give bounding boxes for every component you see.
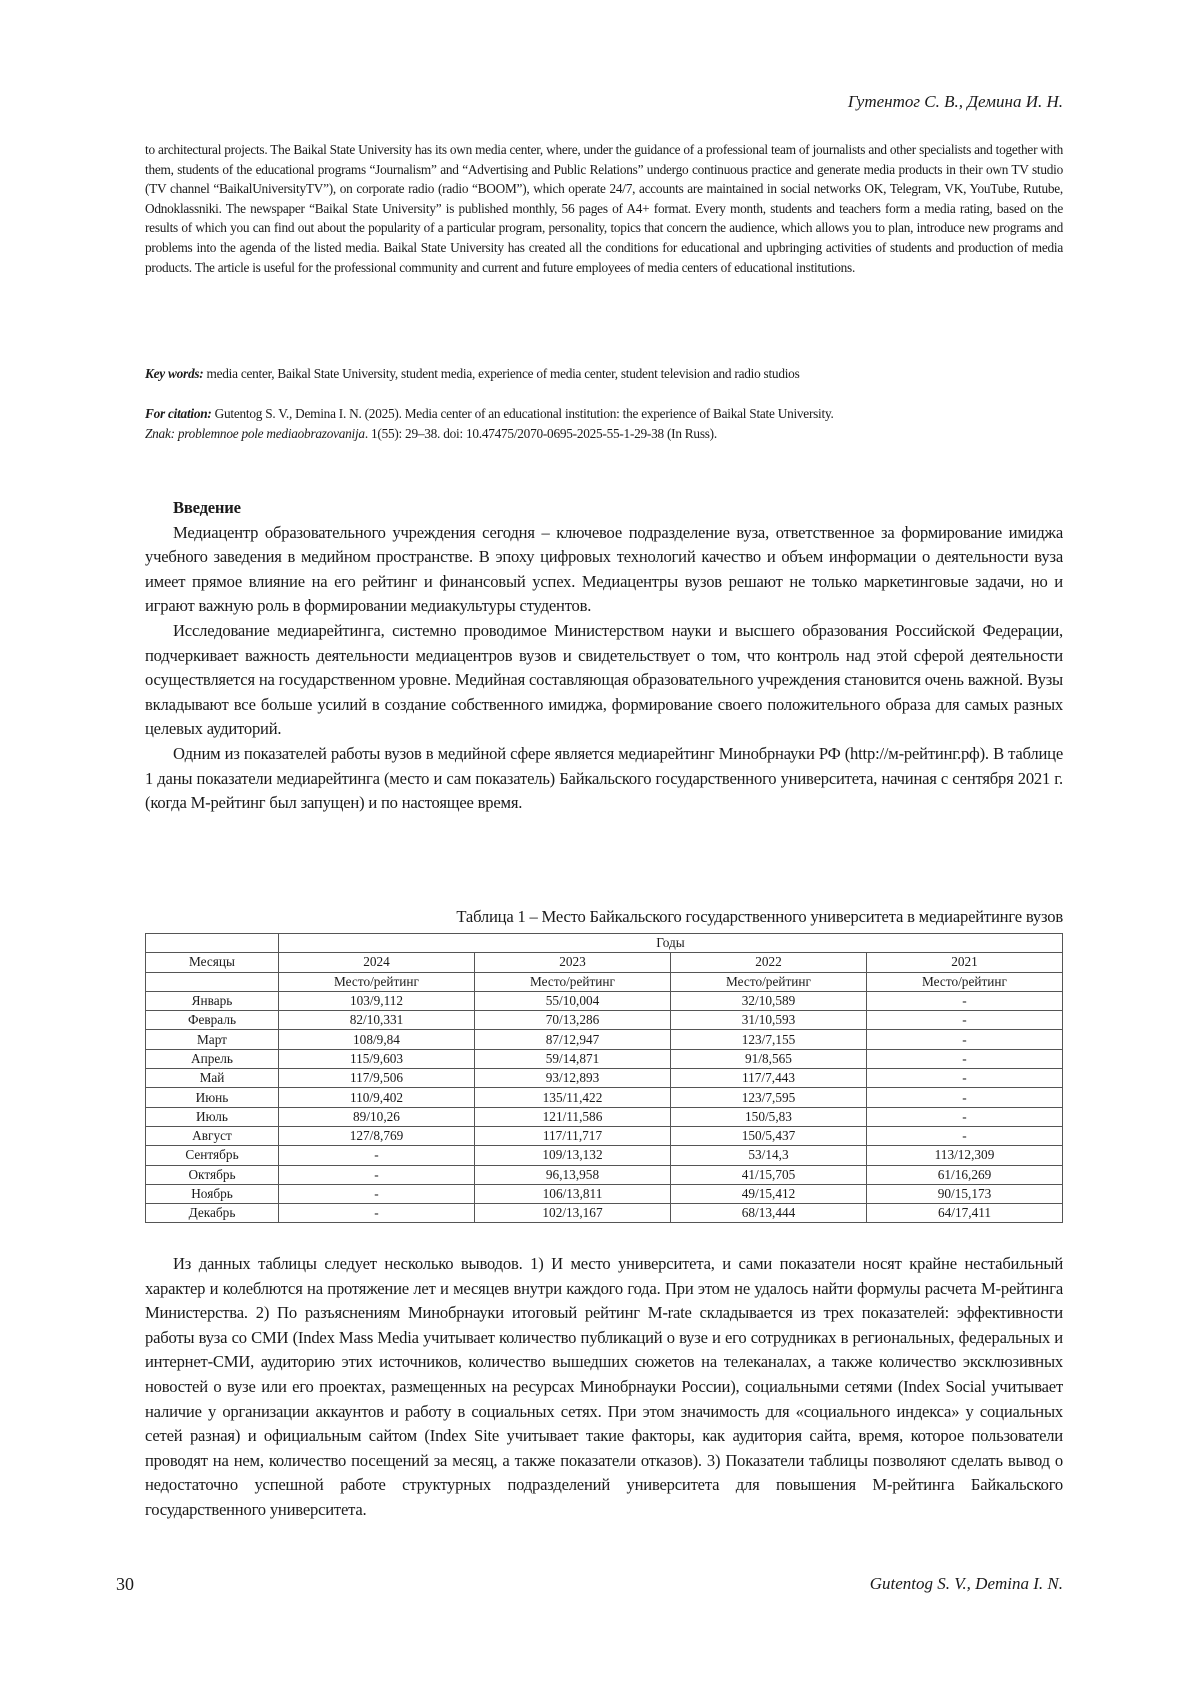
rating-cell: 121/11,586 bbox=[475, 1107, 671, 1126]
rating-cell: 110/9,402 bbox=[279, 1088, 475, 1107]
rating-cell: - bbox=[867, 1126, 1063, 1145]
table-row bbox=[146, 1126, 1063, 1145]
rating-cell: 150/5,83 bbox=[671, 1107, 867, 1126]
table-caption: Таблица 1 – Место Байкальского государственного университета в медиарейтинге вузов bbox=[456, 907, 1063, 926]
header-empty-cell bbox=[146, 934, 279, 953]
table-row bbox=[146, 1030, 1063, 1049]
rating-table bbox=[145, 933, 1063, 1223]
table-row bbox=[146, 1088, 1063, 1107]
month-cell: Август bbox=[146, 1126, 279, 1145]
rating-cell: - bbox=[867, 1107, 1063, 1126]
rating-cell: 87/12,947 bbox=[475, 1030, 671, 1049]
rating-cell: 117/9,506 bbox=[279, 1069, 475, 1088]
table-row bbox=[146, 1184, 1063, 1203]
conclusion-paragraph: Из данных таблицы следует несколько выводов. 1) И место университета, и сами показатели носят крайне нестабильный характер и колеблются на протяжение лет и месяцев внутри каждого года. При этом не удалось найти формулы расчета М-рейтинга Министерства. 2) По разъяснениям Минобрнауки итоговый рейтинг M-rate складывается из трех показателей: эффективности работы вуза со СМИ (Index Mass Media учитывает количество публикаций о вузе и его сотрудниках в региональных, федеральных и интернет-СМИ, аудиторию этих источников, количество вышедших сюжетов на телеканалах, а также количество эксклюзивных новостей о вузе или его проектах, размещенных на ресурсах Минобрнауки России), социальными сетями (Index Social учитывает наличие у организации аккаунтов и работу в социальных сетях. При этом значимость для «социального индекса» у социальных сетей разная) и официальным сайтом (Index Site учитывает такие факторы, как аудитория сайта, время, которое пользователи проводят на нем, количество посещений за месяц, а также показатели отказов). 3) Показатели таблицы позволяют сделать вывод о недостаточно успешной работе структурных подразделений университета для повышения М-рейтинга Байкальского государственного университета. bbox=[145, 1254, 1063, 1519]
rating-cell: 123/7,595 bbox=[671, 1088, 867, 1107]
running-head-authors: Гутентог С. В., Демина И. Н. bbox=[847, 92, 1063, 111]
keywords-label: Key words: bbox=[145, 366, 204, 381]
rating-cell: - bbox=[867, 991, 1063, 1010]
rating-cell: 82/10,331 bbox=[279, 1011, 475, 1030]
month-cell: Октябрь bbox=[146, 1165, 279, 1184]
header-years: Годы bbox=[279, 934, 1063, 953]
rating-cell: - bbox=[279, 1165, 475, 1184]
conclusion-section bbox=[145, 1252, 1063, 1523]
month-cell: Апрель bbox=[146, 1049, 279, 1068]
rating-cell: 103/9,112 bbox=[279, 991, 475, 1010]
table-row bbox=[146, 1049, 1063, 1068]
table-row bbox=[146, 1107, 1063, 1126]
table-header-row bbox=[146, 972, 1063, 991]
table-row bbox=[146, 1011, 1063, 1030]
month-cell: Сентябрь bbox=[146, 1146, 279, 1165]
month-cell: Январь bbox=[146, 991, 279, 1010]
table-row bbox=[146, 1146, 1063, 1165]
rating-cell: 61/16,269 bbox=[867, 1165, 1063, 1184]
rating-cell: 53/14,3 bbox=[671, 1146, 867, 1165]
page-number: 30 bbox=[116, 1574, 134, 1594]
table-body bbox=[146, 991, 1063, 1223]
rating-cell: - bbox=[867, 1069, 1063, 1088]
rating-cell: 59/14,871 bbox=[475, 1049, 671, 1068]
rating-cell: 93/12,893 bbox=[475, 1069, 671, 1088]
abstract-text: to architectural projects. The Baikal State University has its own media center, where, under the guidance of a professional team of journalists and other specialists and together with them, students of the educational programs “Journalism” and “Advertising and Public Relations” undergo continuous practice and generate media products in their own TV studio (TV channel “BaikalUniversityTV”), on corporate radio (radio “BOOM”), which operate 24/7, accounts are maintained in social networks OK, Telegram, VK, YouTube, Rutube, Odnoklassniki. The newspaper “Baikal State University” is published monthly, 56 pages of A4+ format. Every month, students and teachers form a media rating, based on the results of which you can find out about the popularity of a particular program, personality, topics that concern the audience, which allows you to plan, introduce new programs and problems into the agenda of the listed media. Baikal State University has created all the conditions for educational and upbringing activities of students and production of media products. The article is useful for the professional community and current and future employees of media centers of educational institutions. bbox=[145, 142, 1063, 275]
rating-cell: 150/5,437 bbox=[671, 1126, 867, 1145]
rating-cell: 123/7,155 bbox=[671, 1030, 867, 1049]
intro-paragraph: Одним из показателей работы вузов в медийной сфере является медиарейтинг Минобрнауки РФ (http://м-рейтинг.рф). В таблице 1 даны показатели медиарейтинга (место и сам показатель) Байкальского государственного университета, начиная с сентября 2021 г. (когда М-рейтинг был запущен) и по настоящее время. bbox=[145, 743, 1063, 813]
intro-paragraph: Исследование медиарейтинга, системно проводимое Министерством науки и высшего образования Российской Федерации, подчеркивает важность деятельности медиацентров вузов и свидетельствует о том, что контроль над этой сферой деятельности осуществляется на государственном уровне. Медийная составляющая образовательного учреждения становится очень важной. Вузы вкладывают все больше усилий в создание собственного имиджа, формирование своего положительного образа для самых разных целевых аудиторий. bbox=[145, 620, 1063, 739]
citation-details: . 1(55): 29–38. doi: 10.47475/2070-0695-2025-55-1-29-38 (In Russ). bbox=[364, 425, 717, 441]
month-cell: Ноябрь bbox=[146, 1184, 279, 1203]
rating-cell: 106/13,811 bbox=[475, 1184, 671, 1203]
rating-cell: 108/9,84 bbox=[279, 1030, 475, 1049]
table-header-row bbox=[146, 934, 1063, 953]
rating-cell: - bbox=[867, 1030, 1063, 1049]
table-row bbox=[146, 1204, 1063, 1223]
rating-cell: 49/15,412 bbox=[671, 1184, 867, 1203]
rating-cell: - bbox=[867, 1049, 1063, 1068]
rating-cell: 55/10,004 bbox=[475, 991, 671, 1010]
rating-cell: - bbox=[279, 1204, 475, 1223]
citation bbox=[145, 404, 1063, 443]
header-year: 2024 bbox=[279, 953, 475, 972]
month-cell: Декабрь bbox=[146, 1204, 279, 1223]
keywords-text: media center, Baikal State University, student media, experience of media center, student television and radio studios bbox=[203, 366, 800, 381]
rating-cell: 113/12,309 bbox=[867, 1146, 1063, 1165]
rating-cell: - bbox=[867, 1011, 1063, 1030]
header-year: 2023 bbox=[475, 953, 671, 972]
rating-cell: 115/9,603 bbox=[279, 1049, 475, 1068]
rating-cell: 91/8,565 bbox=[671, 1049, 867, 1068]
rating-cell: - bbox=[279, 1146, 475, 1165]
table-header-row bbox=[146, 953, 1063, 972]
rating-cell: 68/13,444 bbox=[671, 1204, 867, 1223]
month-cell: Май bbox=[146, 1069, 279, 1088]
table-row bbox=[146, 1069, 1063, 1088]
month-cell: Июль bbox=[146, 1107, 279, 1126]
rating-cell: 32/10,589 bbox=[671, 991, 867, 1010]
citation-journal: Znak: problemnoe pole mediaobrazovanija bbox=[145, 425, 365, 441]
header-year: 2022 bbox=[671, 953, 867, 972]
header-year: 2021 bbox=[867, 953, 1063, 972]
rating-cell: 31/10,593 bbox=[671, 1011, 867, 1030]
footer-authors: Gutentog S. V., Demina I. N. bbox=[869, 1574, 1063, 1593]
header-subheader: Место/рейтинг bbox=[279, 972, 475, 991]
table-row bbox=[146, 991, 1063, 1010]
rating-cell: 41/15,705 bbox=[671, 1165, 867, 1184]
rating-cell: 135/11,422 bbox=[475, 1088, 671, 1107]
abstract bbox=[145, 140, 1063, 277]
section-heading: Введение bbox=[173, 498, 241, 517]
introduction-section bbox=[145, 496, 1063, 816]
intro-paragraph: Медиацентр образовательного учреждения сегодня – ключевое подразделение вуза, ответственное за формирование имиджа учебного заведения в медийном пространстве. В эпоху цифровых технологий качество и объем информации о деятельности вуза имеет прямое влияние на его рейтинг и финансовый успех. Медиацентры вузов решают не только маркетинговые задачи, но и играют важную роль в формировании медиакультуры студентов. bbox=[145, 522, 1063, 616]
header-subheader: Место/рейтинг bbox=[867, 972, 1063, 991]
header-months: Месяцы bbox=[146, 953, 279, 972]
rating-cell: 96,13,958 bbox=[475, 1165, 671, 1184]
table-row bbox=[146, 1165, 1063, 1184]
month-cell: Март bbox=[146, 1030, 279, 1049]
rating-cell: 70/13,286 bbox=[475, 1011, 671, 1030]
header-subheader: Место/рейтинг bbox=[671, 972, 867, 991]
rating-cell: 64/17,411 bbox=[867, 1204, 1063, 1223]
header-empty-cell bbox=[146, 972, 279, 991]
citation-label: For citation: bbox=[145, 406, 212, 421]
rating-cell: 90/15,173 bbox=[867, 1184, 1063, 1203]
rating-cell: 117/11,717 bbox=[475, 1126, 671, 1145]
citation-text: Gutentog S. V., Demina I. N. (2025). Media center of an educational institution: the experience of Baikal State University. bbox=[211, 406, 834, 421]
rating-cell: - bbox=[867, 1088, 1063, 1107]
rating-cell: 109/13,132 bbox=[475, 1146, 671, 1165]
rating-cell: 127/8,769 bbox=[279, 1126, 475, 1145]
rating-cell: 89/10,26 bbox=[279, 1107, 475, 1126]
header-subheader: Место/рейтинг bbox=[475, 972, 671, 991]
keywords bbox=[145, 364, 1063, 384]
rating-cell: - bbox=[279, 1184, 475, 1203]
month-cell: Июнь bbox=[146, 1088, 279, 1107]
rating-cell: 117/7,443 bbox=[671, 1069, 867, 1088]
rating-cell: 102/13,167 bbox=[475, 1204, 671, 1223]
month-cell: Февраль bbox=[146, 1011, 279, 1030]
